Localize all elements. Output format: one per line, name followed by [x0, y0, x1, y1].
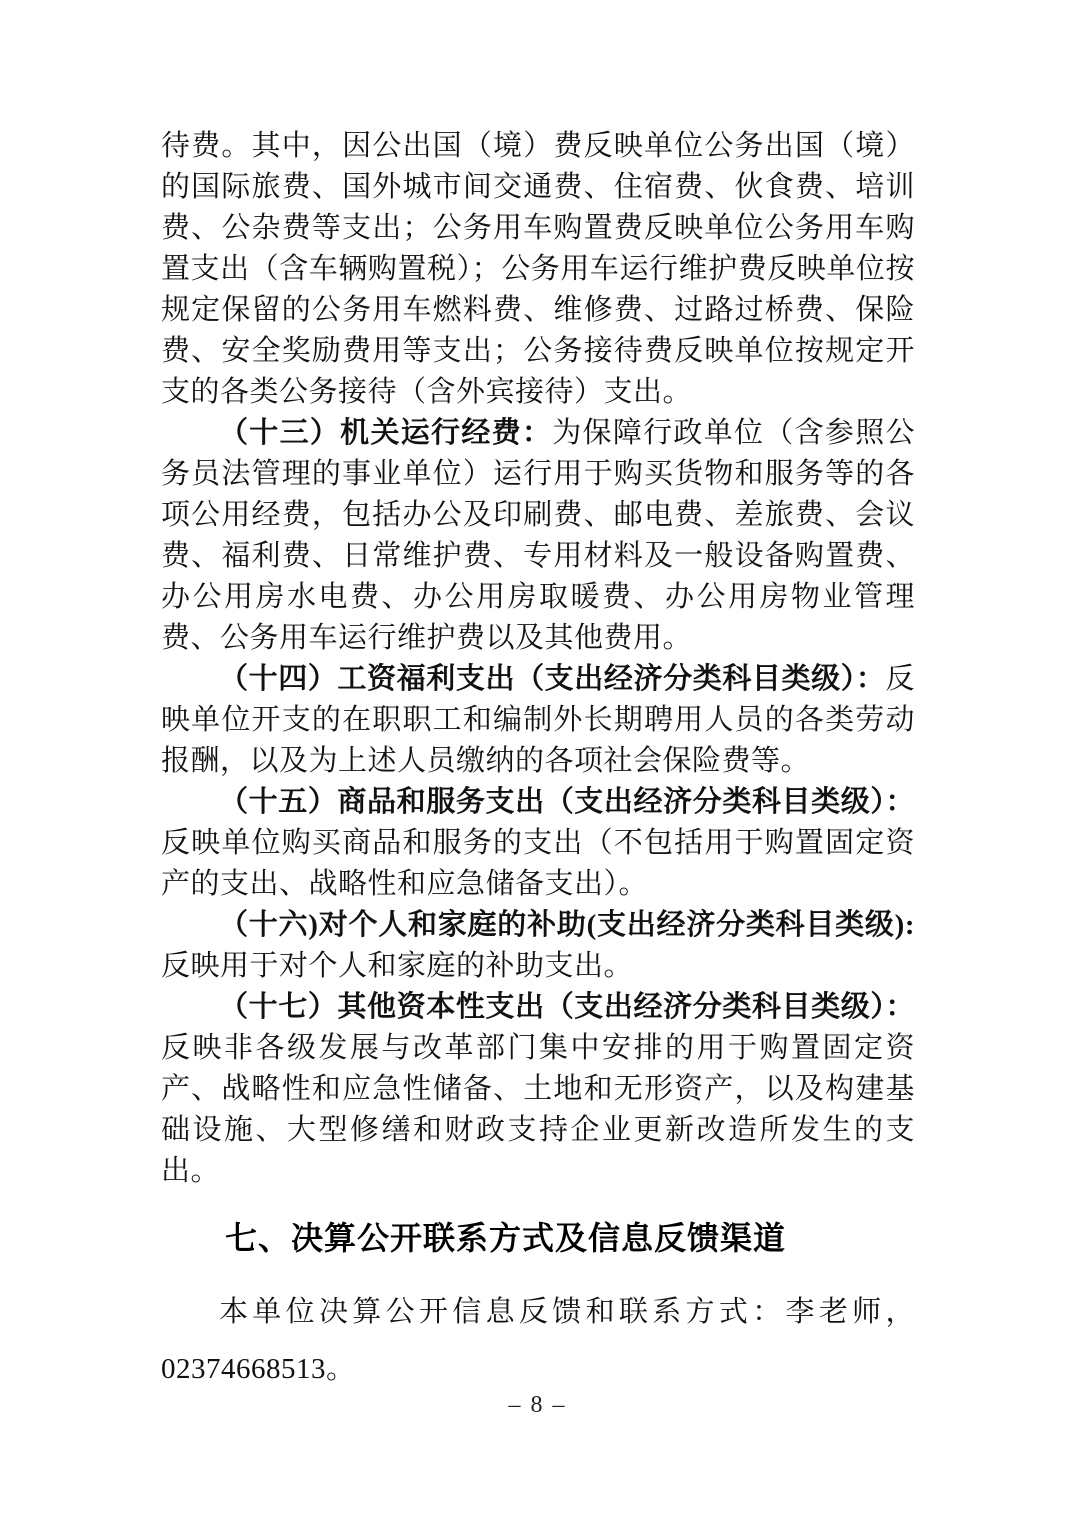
paragraph-item-17 — [161, 987, 915, 1192]
paragraph-item-15 — [161, 782, 915, 905]
paragraph-lead: （十五）商品和服务支出（支出经济分类科目类级）： — [219, 786, 915, 818]
paragraph-text: 为保障行政单位（含参照公务员法管理的事业单位）运行用于购买货物和服务等的各项公用经费，包括办公及印刷费、邮电费、差旅费、会议费、福利费、日常维护费、专用材料及一般设备购置费、办公用房水电费、办公用房取暖费、办公用房物业管理费、公务用车运行维护费以及其他费用。 — [161, 417, 915, 654]
page-footer — [0, 1392, 1075, 1419]
paragraph-item-13 — [161, 413, 915, 659]
contact-paragraph: 本单位决算公开信息反馈和联系方式：李老师，02374668513。 — [161, 1296, 915, 1385]
paragraph-text: 反映非各级发展与改革部门集中安排的用于购置固定资产、战略性和应急性储备、土地和无形资产，以及构建基础设施、大型修缮和财政支持企业更新改造所发生的支出。 — [161, 1032, 915, 1187]
paragraph-text: 反映单位开支的在职职工和编制外长期聘用人员的各类劳动报酬，以及为上述人员缴纳的各项社会保险费等。 — [161, 663, 915, 777]
section-heading-7: 七、决算公开联系方式及信息反馈渠道 — [225, 1220, 787, 1256]
content-area — [161, 126, 915, 1398]
paragraph-text: 反映用于对个人和家庭的补助支出。 — [161, 950, 634, 982]
paragraph-lead: （十六)对个人和家庭的补助(支出经济分类科目类级): — [219, 909, 915, 941]
paragraph-lead: （十四）工资福利支出（支出经济分类科目类级）： — [219, 663, 886, 695]
paragraph-expense-continuation — [161, 126, 915, 413]
paragraph-text: 待费。其中，因公出国（境）费反映单位公务出国（境）的国际旅费、国外城市间交通费、住宿费、伙食费、培训费、公杂费等支出；公务用车购置费反映单位公务用车购置支出（含车辆购置税）；公务用车运行维护费反映单位按规定保留的公务用车燃料费、维修费、过路过桥费、保险费、安全奖励费用等支出；公务接待费反映单位按规定开支的各类公务接待（含外宾接待）支出。 — [161, 130, 915, 408]
paragraph-item-14 — [161, 659, 915, 782]
paragraph-lead: （十七）其他资本性支出（支出经济分类科目类级）： — [219, 991, 915, 1023]
paragraph-item-16 — [161, 905, 915, 987]
page-number: – 8 – — [508, 1392, 567, 1418]
paragraph-lead: （十三）机关运行经费： — [219, 417, 553, 449]
paragraph-text: 反映单位购买商品和服务的支出（不包括用于购置固定资产的支出、战略性和应急储备支出）。 — [161, 827, 915, 900]
